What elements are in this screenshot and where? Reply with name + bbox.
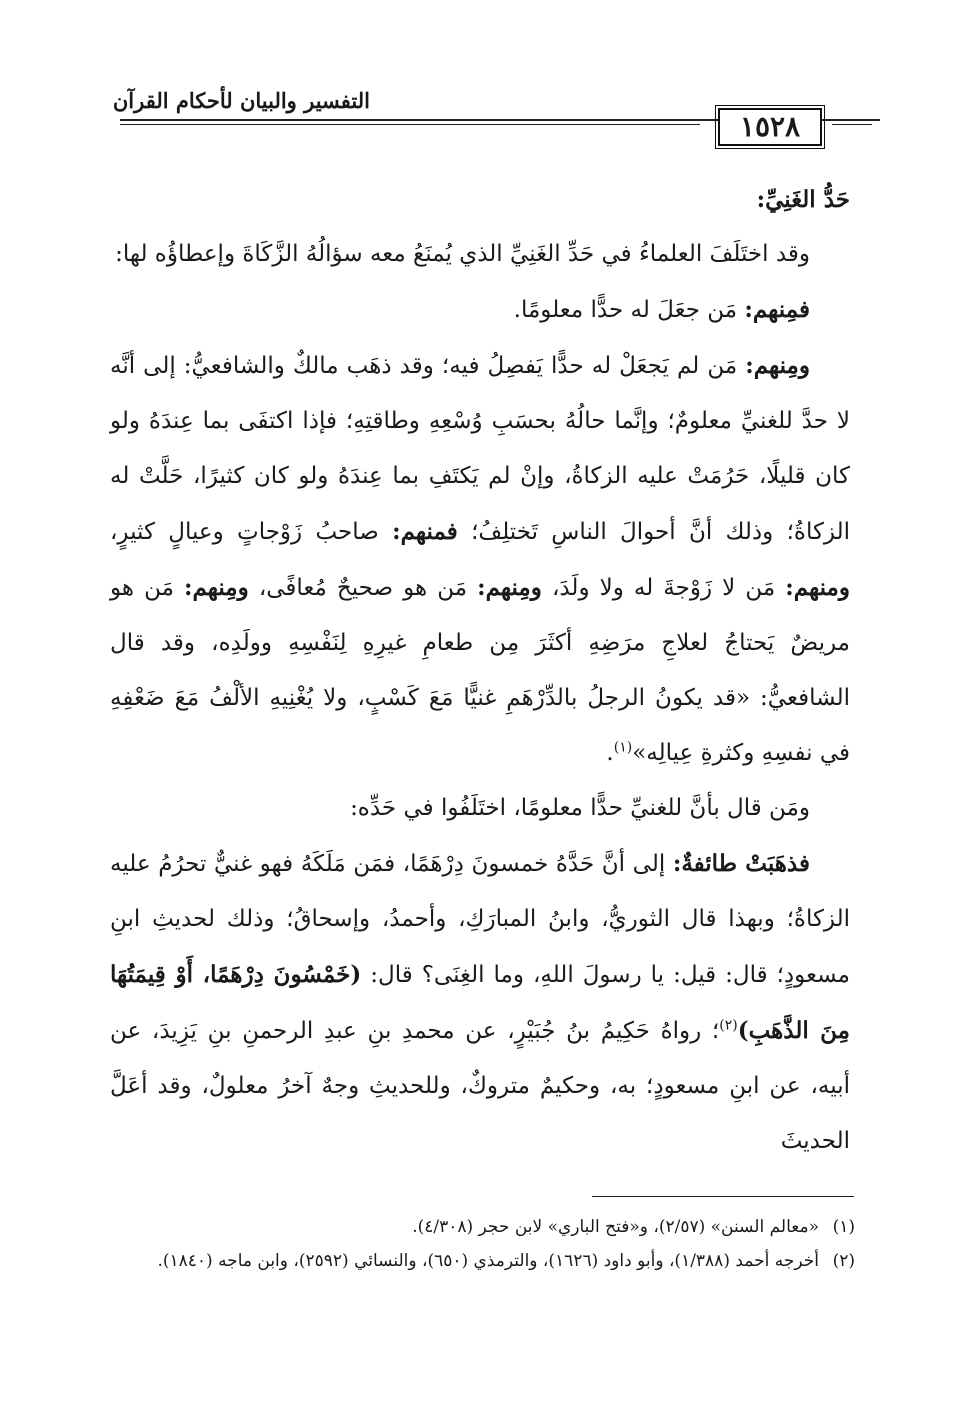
- paragraph-text: إلى أنَّ حَدَّهُ خمسونَ دِرْهَمًا، فمَن مَلَكَهُ فهو غنيٌّ تحرُمُ عليه الزكاةُ؛ وبهذا قال الثوريُّ، وابنُ المبارَكِ، وأحمدُ، وإسحاقُ؛ وذلك لحديثِ ابنِ مسعودٍ؛ قال: قيل: يا رسولَ اللهِ، وما الغِنَى؟ قال:: [110, 851, 850, 988]
- lead-word: ومِنهم:: [745, 352, 810, 379]
- page-header: [112, 88, 840, 158]
- header-rule: [120, 124, 700, 125]
- paragraph: ومَن قال بأنَّ للغنيِّ حدًّا معلومًا، اختَلَفُوا في حَدِّه:: [350, 795, 810, 821]
- paragraph: وقد اختَلَفَ العلماءُ في حَدِّ الغَنِيِّ الذي يُمنَعُ معه سؤالُهُ الزَّكَاةَ وإعطاؤُه لها:: [115, 241, 810, 267]
- paragraph-text: ؛ رواهُ حَكِيمُ بنُ جُبَيْرٍ، عن محمدِ بنِ عبدِ الرحمنِ بنِ يَزِيدَ، عن أبيه، عن ابنِ مسعودٍ؛ به، وحكيمٌ متروكٌ، وللحديثِ وجهٌ آخرُ معلولٌ، وقد أعَلَّ الحديثَ: [110, 1018, 850, 1154]
- lead-word: ومِنهم:: [477, 574, 542, 601]
- paragraph-text: مَن جعَلَ له حدًّا معلومًا.: [513, 297, 745, 323]
- paragraph-text: .: [606, 740, 614, 766]
- paragraph-text: مَن هو صحيحٌ مُعافًى،: [248, 575, 478, 601]
- paragraph-text: مَن هو مريضٌ يَحتاجُ لعلاجِ مرَضِهِ أكثَرَ مِن طعامِ غيرِهِ لِنَفْسِهِ وولَدِه، وقد قال الشافعيُّ: «قد يكونُ الرجلُ بالدِّرْهَمِ غنيًّا مَعَ كَسْبٍ، ولا يُغْنِيهِ الألْفُ مَعَ ضَعْفِهِ في نفسِهِ وكثرةِ عِيالِه»: [110, 575, 850, 766]
- footnote-text: «معالم السنن» (٢/٥٧)، و«فتح الباري» لابن حجر (٤/٣٠٨).: [412, 1217, 819, 1237]
- page-number: ١٥٢٨: [718, 108, 822, 146]
- footnotes: [115, 1210, 855, 1278]
- footnote-number: (٢): [832, 1251, 855, 1271]
- footnote: [115, 1210, 855, 1244]
- paragraph: [110, 282, 850, 338]
- hadith-text: (خَمْسُونَ دِرْهَمًا، أَوْ قِيمَتُهَا مِنَ الذَّهَبِ): [110, 961, 850, 1044]
- lead-word: فمنهم:: [392, 518, 458, 545]
- lead-word: فذهَبَتْ طائفةٌ:: [672, 850, 811, 877]
- paragraph-text: مَن لا زَوْجةَ له ولا ولَدَ،: [541, 575, 786, 601]
- book-title: التفسير والبيان لأحكام القرآن: [112, 88, 370, 113]
- lead-word: ومِنهم:: [183, 574, 249, 601]
- footnote-rule: [592, 1196, 854, 1197]
- paragraph-text: صاحبُ زَوْجاتٍ وعيالٍ كثيرٍ،: [110, 519, 393, 545]
- footnote-text: أخرجه أحمد (١/٣٨٨)، وأبو داود (١٦٢٦)، والترمذي (٦٥٠)، والنسائي (٢٥٩٢)، وابن ماجه (١٨٤٠).: [157, 1251, 819, 1271]
- header-rule: [832, 124, 872, 125]
- footnote: [115, 1244, 855, 1278]
- paragraph: [110, 338, 850, 781]
- footnote-number: (١): [832, 1217, 855, 1237]
- lead-word: فمِنهم:: [744, 296, 810, 323]
- footnote-ref[interactable]: (١): [613, 739, 633, 756]
- lead-word: ومنهم:: [785, 574, 850, 601]
- footnote-ref[interactable]: (٢): [719, 1017, 738, 1034]
- section-heading: حَدُّ الغَنِيِّ:: [756, 186, 850, 213]
- paragraph: [110, 836, 850, 1169]
- main-text: [110, 172, 850, 1169]
- paragraph-text: مَن لم يَجعَلْ له حدًّا يَفصِلُ فيه؛ وقد ذهَب مالكٌ والشافعيُّ: إلى أنَّه لا حدَّ للغنيِّ معلومٌ؛ وإنَّما حالُهُ بحسَبِ وُسْعِهِ وطاقتِهِ؛ فإذا اكتفَى بما عِندَهُ ولو كان قليلًا، حَرُمَتْ عليه الزكاةُ، وإنْ لم يَكتَفِ بما عِندَهُ ولو كان كثيرًا، حَلَّتْ له الزكاةُ؛ وذلك أنَّ أحوالَ الناسِ تَختلِفُ؛: [110, 353, 850, 545]
